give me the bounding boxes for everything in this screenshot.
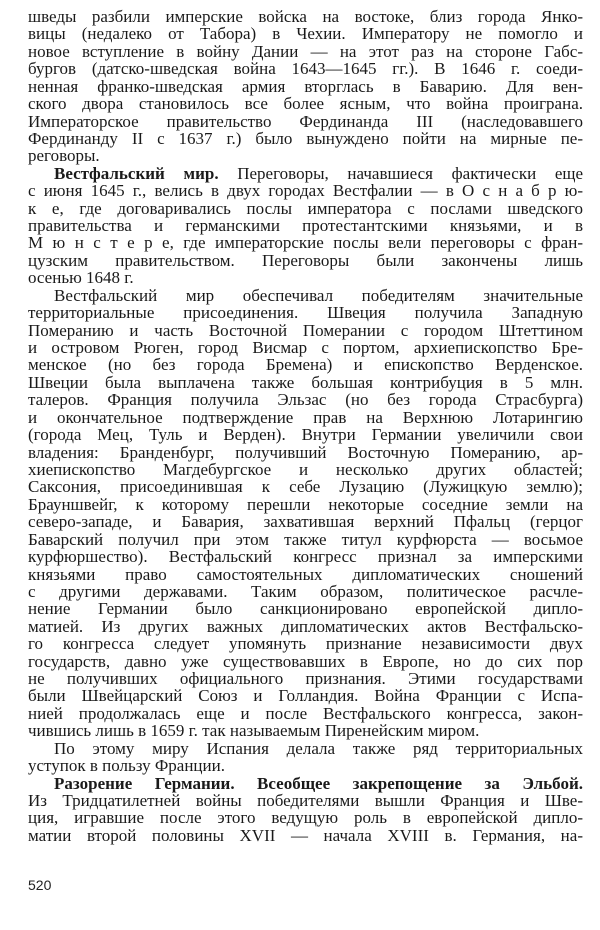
text-line	[28, 426, 583, 443]
line-text: владения: Бранденбург, получивший Восточную Померанию, ар-	[28, 442, 583, 462]
line-text: нение Германии было санкционировано европейской дипло-	[28, 599, 583, 619]
section-heading: Вестфальский мир.	[54, 163, 219, 183]
line-text: бургов (датско-шведская война 1643—1645 гг.). В 1646 г. соеди-	[28, 59, 583, 79]
text-line	[28, 775, 583, 792]
text-line	[28, 583, 583, 600]
text-line	[28, 200, 583, 217]
line-text: цузским правительством. Переговоры были закончены лишь	[28, 250, 583, 270]
line-text: новое вступление в войну Дании — на этот раз на стороне Габс-	[28, 41, 583, 61]
text-line	[28, 740, 583, 757]
text-line	[28, 374, 583, 391]
text-line	[28, 531, 583, 548]
text-line	[28, 391, 583, 408]
line-text: реговоры.	[28, 146, 100, 166]
text-line	[28, 792, 583, 809]
text-line	[28, 566, 583, 583]
text-line	[28, 78, 583, 95]
page-number: 520	[28, 877, 52, 893]
line-text: го конгресса следует упомянуть признание независимости двух	[28, 634, 583, 654]
text-line	[28, 600, 583, 617]
line-text: Переговоры, начавшиеся фактически еще	[218, 163, 583, 183]
text-line	[28, 234, 583, 251]
text-line	[28, 287, 583, 304]
line-text: Вестфальский мир обеспечивал победителям значительные	[54, 285, 583, 305]
text-line	[28, 252, 583, 269]
text-line	[28, 95, 583, 112]
text-line	[28, 653, 583, 670]
line-text: с июня 1645 г., велись в двух городах Вестфалии — в О с н а б р ю-	[28, 181, 583, 201]
text-line	[28, 113, 583, 130]
text-line	[28, 147, 583, 164]
line-text: хиепископство Магдебургское и несколько других областей;	[28, 459, 583, 479]
line-text: Из Тридцатилетней войны победителями вышли Франция и Шве-	[28, 790, 583, 810]
text-line	[28, 705, 583, 722]
text-line	[28, 25, 583, 42]
text-line	[28, 217, 583, 234]
text-line	[28, 444, 583, 461]
line-text: северо-западе, и Бавария, захватившая верхний Пфальц (герцог	[28, 512, 583, 532]
book-page-text	[28, 8, 583, 844]
line-text: талеров. Франция получила Эльзас (но без города Страсбурга)	[28, 390, 583, 410]
line-text: уступок в пользу Франции.	[28, 756, 225, 776]
line-text: чившись лишь в 1659 г. так называемым Пиренейским миром.	[28, 721, 480, 741]
line-text: шведы разбили имперские войска на востоке, близ города Янко-	[28, 7, 583, 26]
line-text: осенью 1648 г.	[28, 268, 134, 288]
text-line	[28, 356, 583, 373]
line-text: Императорское правительство Фердинанда III (наследовавшего	[28, 111, 583, 131]
line-text: вицы (недалеко от Табора) в Чехии. Императору не помогло и	[28, 24, 583, 44]
text-line	[28, 687, 583, 704]
line-text: Баварский получил при этом также титул курфюрста — восьмое	[28, 529, 583, 549]
line-text: М ю н с т е р е, где императорские послы вели переговоры с фран-	[28, 233, 583, 253]
section-heading: Разорение Германии. Всеобщее закрепощение за Эльбой.	[54, 773, 583, 793]
text-line	[28, 809, 583, 826]
line-text: Саксония, присоединившая к себе Лузацию (Лужицкую землю);	[28, 477, 583, 497]
text-line	[28, 670, 583, 687]
text-line	[28, 513, 583, 530]
text-line	[28, 461, 583, 478]
line-text: ция, игравшие после этого ведущую роль в европейской дипло-	[28, 808, 583, 828]
text-line	[28, 339, 583, 356]
line-text: были Швейцарский Союз и Голландия. Война Франции с Испа-	[28, 686, 583, 706]
line-text: курфюршество). Вестфальский конгресс признал за имперскими	[28, 547, 583, 567]
text-line	[28, 409, 583, 426]
text-line	[28, 618, 583, 635]
text-line	[28, 60, 583, 77]
text-line	[28, 757, 583, 774]
line-text: государств, давно уже существовавших в Европе, но до сих пор	[28, 651, 583, 671]
text-line	[28, 8, 583, 25]
line-text: матией. Из других важных дипломатических актов Вестфальско-	[28, 616, 583, 636]
line-text: ского двора становилось все более ясным, что война проиграна.	[28, 94, 583, 114]
text-line	[28, 182, 583, 199]
text-line	[28, 322, 583, 339]
line-text: Фердинанду II с 1637 г.) было вынуждено пойти на мирные пе-	[28, 128, 583, 148]
text-line	[28, 130, 583, 147]
text-line	[28, 269, 583, 286]
text-line	[28, 43, 583, 60]
line-text: нией продолжалась еще и после Вестфальского конгресса, закон-	[28, 703, 583, 723]
line-text: Швеции была выплачена также большая контрибуция в 5 млн.	[28, 372, 583, 392]
line-text: матии второй половины XVII — начала XVIII в. Германия, на-	[28, 825, 583, 845]
line-text: ненная франко-шведская армия вторглась в Баварию. Для вен-	[28, 76, 583, 96]
text-line	[28, 635, 583, 652]
line-text: к е, где договаривались послы императора с послами шведского	[28, 198, 583, 218]
text-line	[28, 304, 583, 321]
text-line	[28, 165, 583, 182]
line-text: (города Мец, Туль и Верден). Внутри Германии увеличили свои	[28, 425, 583, 445]
text-line	[28, 478, 583, 495]
line-text: не получивших официального признания. Этими государствами	[28, 669, 583, 689]
line-text: территориальные присоединения. Швеция получила Западную	[28, 303, 583, 323]
text-line	[28, 496, 583, 513]
line-text: менское (но без города Бремена) и епископство Верденское.	[28, 355, 583, 375]
line-text: с другими державами. Таким образом, политическое расчле-	[28, 581, 583, 601]
line-text: Померанию и часть Восточной Померании с городом Штеттином	[28, 320, 583, 340]
line-text: правительства и германскими протестантскими князьями, и в	[28, 216, 583, 236]
text-line	[28, 827, 583, 844]
text-line	[28, 548, 583, 565]
line-text: и островом Рюген, город Висмар с портом, архиепископство Бре-	[28, 338, 583, 358]
line-text: князьями право самостоятельных дипломатических сношений	[28, 564, 583, 584]
line-text: Брауншвейг, к которому перешли некоторые соседние земли на	[28, 494, 583, 514]
text-line	[28, 722, 583, 739]
line-text: и окончательное подтверждение прав на Верхнюю Лотарингию	[28, 407, 583, 427]
line-text: По этому миру Испания делала также ряд территориальных	[54, 738, 583, 758]
